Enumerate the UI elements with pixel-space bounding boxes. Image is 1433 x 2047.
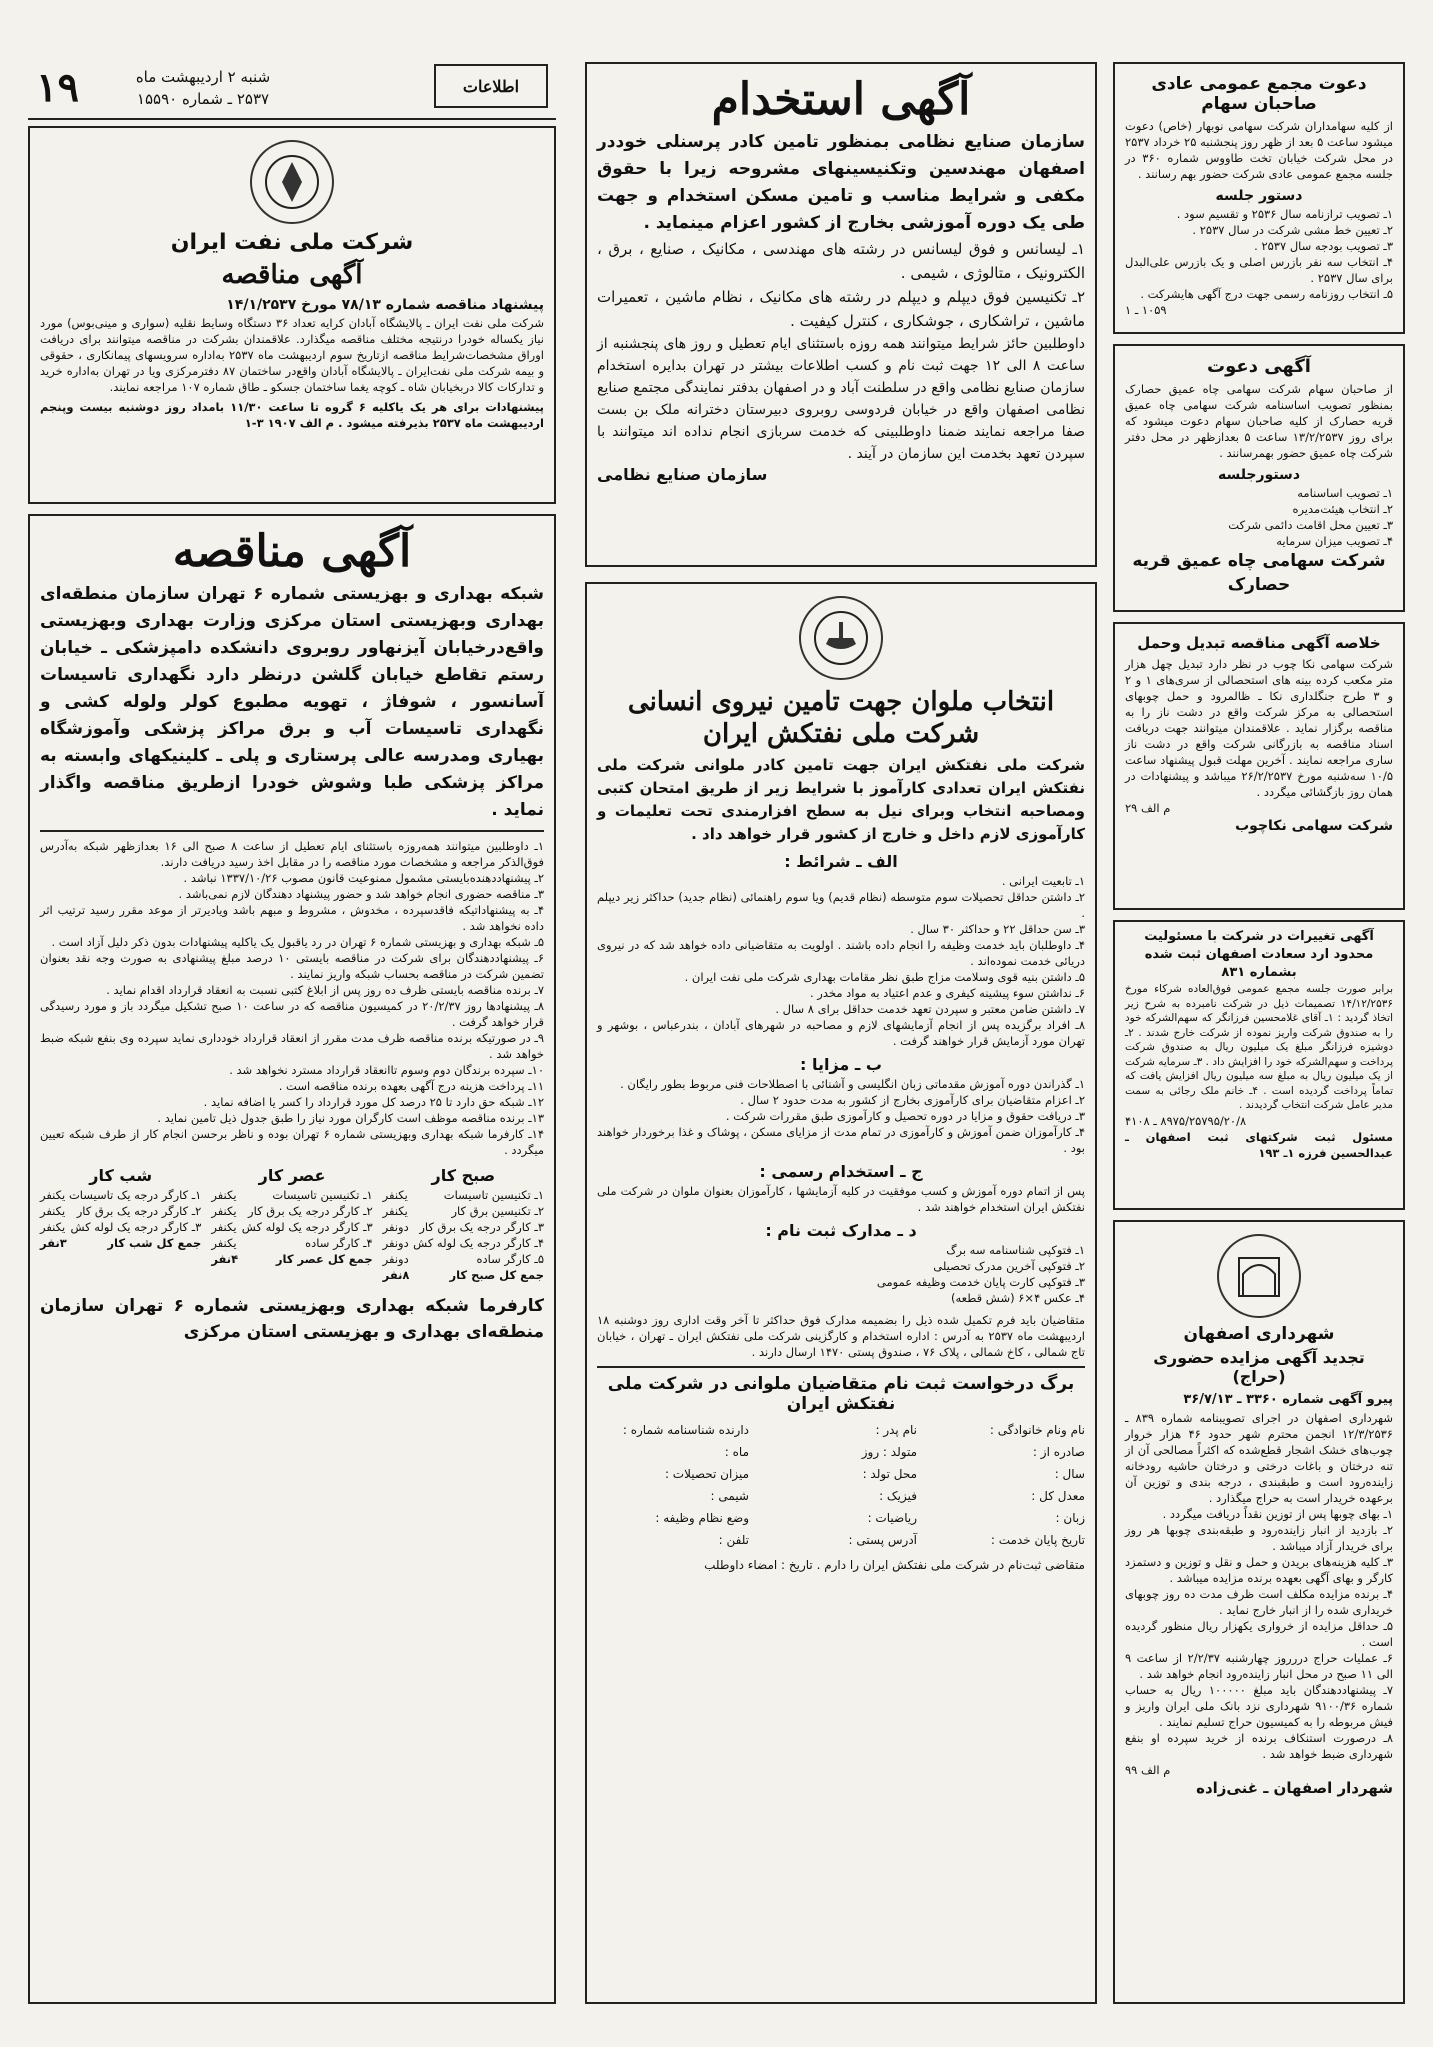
invitation-ad [1113,344,1405,612]
agenda-title: دستور جلسه [1215,188,1303,204]
shift-col-night [40,1162,201,1283]
condition: ۲ـ داشتن حداقل تحصیلات سوم متوسطه (نظام قدیم) ویا سوم راهنمائی (نظام جدید) حداکثر زیر دیپلم . [597,890,1085,920]
shift-title: عصر کار [258,1166,326,1185]
table-row [211,1187,372,1203]
nioc-tender-body: شرکت ملی نفت ایران ـ پالایشگاه آبادان کرایه تعداد ۳۶ دستگاه وسایط نقلیه (سواری و مینی‌بوس) مورد نیاز یکساله خودرا درنتیجه مختلف مناقصه میگذارد. علاقمندان بشرکت در مناقصه میتوانند برای دریافت اوراق مشخصات‌شرایط مناقصه ازتاریخ سوم اردیبهشت ماه ۲۵۳۷ به‌اداره سرویسهای پیمانکاری ، حقوقی و بیمه شرکت ملی نفت‌ایران ـ پالایشگاه آبادان واقع‌در ساختمان ۸۷ دفترمرکزی ویا در تهران به‌اداره خرید و تدارکات کالا دربخیابان شاه ـ کوچه یغما ساختمان جسکو ـ طاق شماره ۱۰۷ مراجعه نمایند. [40,316,544,394]
condition: ۶ـ نداشتن سوء پیشینه کیفری و عدم اعتیاد به مواد مخدر . [810,986,1085,1000]
invitation-title: آگهی دعوت [1207,356,1311,377]
auction-clause: ۵ـ حداقل مزایده از خرواری یکهزار ریال منظور گردیده است . [1125,1619,1393,1649]
row-count: یکنفر [211,1188,237,1202]
shift-col-evening [211,1162,372,1283]
employment-ad [585,62,1097,567]
form-field: تاریخ پایان خدمت : [990,1533,1085,1547]
form-field: زبان : [1055,1511,1085,1525]
form-field: صادره از : [1032,1445,1085,1459]
auction-body: شهرداری اصفهان در اجرای تصویبنامه شماره ۸۳۹ ـ ۱۲/۳/۲۵۳۶ انجمن محترم شهر حدود ۴۶ هزار خروار چوب‌های خشک اشجار قطع‌شده که اکثراً مصالحی آن از تنه درختان و باغات درختی و درختان حاشیه رودخانه زاینده‌رود است و طبقبندی ، درجه بندی و توزین آن برعهده خریدار است به حراج میگذارد . [1125,1411,1393,1505]
table-row [383,1187,544,1203]
reference-number: ۸۹۷۵/۲۵۷۹۵/۲۰/۸ ـ ۴۱۰۸ [1125,1113,1247,1128]
document-item: ۲ـ فتوکپی آخرین مدرک تحصیلی [933,1259,1085,1273]
row-count: ۳نفر [40,1236,67,1250]
table-row [383,1203,544,1219]
company-change-ad [1113,920,1405,1210]
form-field: شیمی : [710,1489,749,1503]
health-tender-footer: کارفرما شبکه بهداری وبهزیستی شماره ۶ تهران سازمان منطقه‌ای بهداری و بهزیستی استان مرکزی [40,1296,544,1342]
condition: ۳ـ سن حداقل ۲۲ و حداکثر ۳۰ سال . [910,922,1085,936]
table-row [211,1219,372,1235]
form-field: نام ونام خانوادگی : [989,1423,1085,1437]
invitation-agenda-title: دستورجلسه [1217,467,1301,483]
clause: ۹ـ در صورتیکه برنده مناقصه ظرف مدت مقرر از انعقاد قرارداد خودداری نماید سپرده وی بنفع شبکه ضبط خواهد شد . [40,1031,544,1061]
document-item: ۱ـ فتوکپی شناسنامه سه برگ [946,1243,1085,1257]
clause: ۷ـ برنده مناقصه بایستی ظرف ده روز پس از ابلاغ کتبی نسبت به انعقاد قرارداد اقدام نماید . [106,983,544,997]
row-count: یکنفر [211,1236,237,1250]
auction-clause: ۶ـ عملیات حراج دررروز چهارشنبه ۲/۲/۳۷ از ساعت ۹ الی ۱۱ صبح در محل انبار زاینده‌رود انجام خواهد شد . [1125,1651,1393,1681]
nioc-tender-title: آگهی مناقصه [221,260,363,290]
clause: ۱۲ـ شبکه حق دارد تا ۲۵ درصد کل مورد قرارداد را کسر یا اضافه نماید . [203,1095,544,1109]
reference-number: م الف ۹۹ [1125,1763,1171,1777]
clause: ۱ـ داوطلبین میتوانند همه‌روزه باستثنای ایام تعطیل از ساعت ۸ صبح الی ۱۶ بعدازظهر شبکه به‌آدرس فوق‌الذکر مراجعه و مشخصات مورد مناقصه را در مقابل اخذ رسید دریافت دارند. [40,839,544,869]
employment-title: آگهی استخدام [711,74,971,125]
date-line-1: شنبه ۲ اردیبهشت ماه [135,68,271,86]
clause: ۲ـ پیشنهاددهنده‌بایستی مشمول ممنوعیت قانون مصوب ۱۳۳۷/۱۰/۲۶ نباشد . [183,871,544,885]
nioc-emblem-icon [250,140,334,224]
sailors-lead: شرکت ملی نفتکش ایران جهت تامین کادر ملوانی شرکت ملی نفتکش ایران تعدادی کارآموز با شرایط زیر از طریق امتحان کتبی ومصاحبه انتخاب وبرای نیل به سطح افزارمندی تحت تعلیمات و کارآموزی لازم داخل و خارج از کشور قرار خواهد داد . [597,756,1085,843]
row-count: یکنفر [211,1204,237,1218]
clause: ۱۴ـ کارفرما شبکه بهداری وبهزیستی شماره ۶ تهران بوده و ناظر برحسن انجام کار از طرف شبکه تعیین میگردد . [40,1127,544,1157]
row-count: ۴نفر [211,1252,239,1266]
employment-apply: داوطلبین حائز شرایط میتوانند همه روزه باستثنای ایام تعطیل و روز های پنجشنبه از ساعت ۸ الی ۱۲ جهت ثبت نام و کسب اطلاعات بیشتر در تهران بدایره استخدام سازمان صنایع نظامی واقع در سلطنت آباد و در اصفهان بدفتر نمایندگی مجتمع صنایع نظامی اصفهان واقع در خیابان فردوسی روبروی دبیرستان دخترانه ملک بن بست صفا مراجعه نمایند ضمنا داوطلبینی که خدمت سربازی انجام نداده اند میتوانند با سپردن تعهد بخدمت این سازمان در آیند . [597,336,1086,462]
reference-number: م الف ۲۹ [1125,801,1171,815]
clause: ۱۳ـ برنده مناقصه موظف است کارگران مورد نیاز را طبق جدول ذیل تامین نماید . [157,1111,544,1125]
row-label: ۱ـ کارگر درجه یک تاسیسات [68,1188,202,1202]
condition: ۴ـ داوطلبان باید خدمت وظیفه را انجام داده باشند . اولویت به متقاضیانی داده خواهد شد که در نیروی دریائی خدمت نموده‌اند . [597,938,1085,968]
form-title: برگ درخواست ثبت نام متقاضیان ملوانی در شرکت ملی نفتکش ایران [607,1374,1075,1414]
employment-text: پس از اتمام دوره آموزش و کسب موفقیت در کلیه آزمایشها ، کارآموزان بعنوان ملوان در شرکت ملی نفتکش ایران استخدام خواهند شد . [597,1184,1085,1214]
form-field: وضع نظام وظیفه : [655,1511,749,1525]
row-label: ۲ـ تکنیسین برق کار [451,1204,544,1218]
row-label: ۳ـ کارگر درجه یک برق کار [419,1220,544,1234]
health-tender-clauses [40,838,544,1158]
row-count: یکنفر [382,1204,408,1218]
registration-text: متقاضیان باید فرم تکمیل شده ذیل را بضمیمه مدارک فوق حداکثر تا آخر وقت اداری روز دوشنبه ۱۸ اردیبهشت ماه ۲۵۳۷ به آدرس : اداره استخدام و کارگزینی شرکت ملی نفتکش ایران ـ تهران ، خیابان تاج شمالی ، کاخ شمالی ، پلاک ۷۶ ، صندوق پستی ۱۴۷۰ ارسال دارند . [597,1313,1085,1359]
form-field: معدل کل : [1031,1489,1085,1503]
section-b-heading: ب ـ مزایا : [799,1055,882,1074]
row-count: دونفر [382,1236,409,1250]
row-label: ۲ـ کارگر درجه یک برق کار [76,1204,202,1218]
agenda-item: ۲ـ تعیین خط مشی شرکت در سال ۲۵۳۷ . [1192,223,1393,237]
table-row [40,1187,201,1203]
row-label: ۳ـ کارگر درجه یک لوله کش [70,1220,202,1234]
nitc-emblem-icon [799,596,883,680]
auction-clause: ۸ـ درصورت استنکاف برنده از خرید سپرده او بنفع شهرداری ضبط خواهد شد . [1125,1731,1393,1761]
condition: ۷ـ داشتن ضامن معتبر و سپردن تعهد خدمت حداقل برای ۸ سال . [775,1002,1085,1016]
health-tender-title: آگهی مناقصه [172,526,412,577]
table-row [40,1203,201,1219]
employment-item: ۱ـ لیسانس و فوق لیسانس در رشته های مهندسی ، مکانیک ، صنایع ، برق ، الکترونیک ، متالوژی ، شیمی . [597,240,1085,282]
masthead [28,58,556,120]
table-row [383,1235,544,1251]
form-field: فیزیک : [879,1489,917,1503]
auction-clause: ۳ـ کلیه هزینه‌های بریدن و حمل و نقل و توزین و دستمزد کارگر و بهای آگهی بعهده برنده مزایده میباشد . [1125,1555,1393,1585]
row-label: جمع کل صبح کار [449,1268,544,1282]
nioc-company-name: شرکت ملی نفت ایران [170,230,414,255]
sailors-title: انتخاب ملوان جهت تامین نیروی انسانی شرکت ملی نفتکش ایران [627,687,1055,749]
clause: ۴ـ به پیشنهاداتیکه فاقدسپرده ، مخدوش ، مشروط و مبهم باشد ویادیرتر از موعد مقرر رسید ترتیب اثر داده نخواهد شد . [40,903,544,933]
general-meeting-ad [1113,62,1405,334]
form-field: محل تولد : [862,1467,917,1481]
general-meeting-title: دعوت مجمع عمومی عادی صاحبان سهام [1151,74,1367,114]
form-field: ماه : [724,1445,749,1459]
auction-clause: ۷ـ پیشنهاددهندگان باید مبلغ ۱۰۰۰۰۰ ریال به حساب شماره ۹۱۰۰/۳۶ شهرداری نزد بانک ملی ایران واریز و فیش مربوطه را به کمیسیون حراج تسلیم نمایند . [1125,1683,1393,1729]
agenda-item: ۳ـ تصویب بودجه سال ۲۵۳۷ . [1254,239,1393,253]
table-row [383,1219,544,1235]
table-row [211,1203,372,1219]
table-row [211,1235,372,1251]
clause: ۱۰ـ سپرده برندگان دوم وسوم تاانعقاد قرارداد مسترد نخواهد شد . [229,1063,544,1077]
row-label: ۲ـ کارگر درجه یک برق کار [248,1204,373,1218]
agenda-item: ۴ـ تصویب میزان سرمایه [1276,534,1393,548]
application-form [597,1422,1085,1548]
company-change-signature: مسئول ثبت شرکتهای ثبت اصفهان ـ عبدالحسین فرزه ۱ـ ۱۹۳ [1125,1129,1393,1160]
shift-tables [40,1162,544,1283]
health-tender-ad [28,514,556,2004]
date-line-2: ۲۵۳۷ ـ شماره ۱۵۵۹۰ [136,90,270,108]
company-change-title: آگهی تغییرات در شرکت با مسئولیت محدود ارد سعادت اصفهان ثبت شده بشماره ۸۳۱ [1144,929,1374,980]
table-row [211,1251,372,1267]
row-label: جمع کل شب کار [107,1236,202,1250]
clause: ۳ـ مناقصه حضوری انجام خواهد شد و حضور پیشنهاد دهندگان لازم نمی‌باشد . [178,887,544,901]
invitation-body: از صاحبان سهام شرکت سهامی چاه عمیق حصارک بمنظور تصویب اساسنامه شرکت سهامی چاه عمیق قریه حصارک از کلیه صاحبان سهام دعوت میشود که برای روز ۱۳/۲/۲۵۳۷ ساعت ۵ بعدازظهر در محل دفتر شرکت چاه عمیق حضور بهمرسانند . [1125,382,1393,460]
row-count: دونفر [382,1252,409,1266]
form-field: متولد : روز [861,1445,917,1459]
clause: ۱۱ـ پرداخت هزینه درج آگهی بعهده برنده مناقصه است . [278,1079,544,1093]
auction-subtitle: پیرو آگهی شماره ۳۳۶۰ ـ ۳۶/۷/۱۳ [1183,1392,1393,1407]
benefit: ۲ـ اعزام متقاضیان برای کارآموزی بخارج از کشور به مدت حدود ۲ سال . [740,1093,1085,1107]
row-count: یکنفر [211,1220,237,1234]
row-label: جمع کل عصر کار [275,1252,373,1266]
benefit: ۱ـ گذراندن دوره آموزش مقدماتی زبان انگلیسی و آشنائی با اصطلاحات فنی مربوط بطور رایگان . [620,1077,1085,1091]
sailors-ad [585,582,1097,2004]
invitation-signature: شرکت سهامی چاه عمیق قریه حصارک [1132,551,1386,595]
form-field: آدرس پستی : [848,1533,917,1547]
table-row [383,1251,544,1267]
auction-title: تجدید آگهی مزایده حضوری (حراج) [1153,1348,1365,1386]
row-count: یکنفر [40,1188,66,1202]
row-label: ۱ـ تکنیسین تاسیسات [443,1188,544,1202]
row-count: دونفر [382,1220,409,1234]
employment-item: ۲ـ تکنیسین فوق دیپلم و دیپلم در رشته های مکانیک ، نظام ماشین ، تعمیرات ماشین ، تراشکاری ، جوشکاری ، کنترل کیفیت . [597,288,1085,330]
clause: ۸ـ پیشنهادها روز ۲۰/۲/۳۷ در کمیسیون مناقصه که در ساعت ۱۰ صبح تشکیل میگردد باز و مورد رسیدگی قرار خواهد گرفت . [40,999,545,1029]
shift-title: صبح کار [431,1166,496,1185]
form-field: تلفن : [718,1533,749,1547]
agenda-item: ۱ـ تصویب اساسنامه [1297,486,1393,500]
paper-logo: اطلاعات [434,64,548,108]
row-label: ۳ـ کارگر درجه یک لوله کش [241,1220,373,1234]
company-change-body: برابر صورت جلسه مجمع عمومی فوق‌العاده شرکاء مورخ ۱۴/۱۲/۲۵۳۶ تصمیمات ذیل در شرکت نامبرده به شرح زیر اتخاذ گردید : ۱ـ آقای غلامحسین فرزانگر که سهم‌الشرکه خود را به صندوق شرکت واریز نموده از شرکت خارج شدند . ۲ـ دوشیزه فرزانگر مبلغ یک میلیون ریال به صندوق شرکت پرداخت و سهم‌الشرکه خود را افزایش داد . ۳ـ سرمایه شرکت از یک میلیون ریال به مبلغ سه میلیون ریال افزایش یافت که تماماً پرداخت گردیده است . ۴ـ خانم ملک رجائی به سمت مدیر عامل شرکت انتخاب گردیدند . [1125,983,1393,1111]
nioc-tender-ad [28,126,556,504]
wood-tender-title: خلاصه آگهی مناقصه تبدیل وحمل [1137,634,1381,652]
clause: ۵ـ شبکه بهداری و بهزیستی شماره ۶ تهران در رد یاقبول یک یاکلیه پیشنهادات بدون ذکر دلیل آزاد است . [51,935,544,949]
form-footer: متقاضی ثبت‌نام در شرکت ملی نفتکش ایران را دارم . تاریخ : امضاء داوطلب [704,1558,1085,1572]
date-line [98,66,308,110]
table-row [40,1235,201,1251]
shift-col-morning [383,1162,544,1283]
condition: ۸ـ افراد برگزیده پس از انجام آزمایشهای لازم و مصاحبه در شهرهای آبادان ، بندرعباس ، بوشهر و تهران مورد آزمایش قرار خواهند گرفت . [597,1018,1085,1048]
wood-tender-signature: شرکت سهامی نکاچوب [1235,818,1393,834]
divider [597,1366,1085,1368]
auction-clause: ۱ـ بهای چوبها پس از توزین نقداً دریافت میگردد . [1162,1507,1393,1521]
table-row [383,1267,544,1283]
benefit: ۳ـ دریافت حقوق و مزایا در دوره تحصیل و کارآموزی طبق مقررات شرکت . [725,1109,1085,1123]
clause: ۶ـ پیشنهاددهندگان برای شرکت در مناقصه بایستی ۱۰ درصد مبلغ پیشنهادی به صورت وجه نقد بعنوان تضمین شرکت در مناقصه بحساب شبکه واریز نمایند . [40,951,544,981]
document-item: ۴ـ عکس ۴×۶ (شش قطعه) [951,1291,1085,1305]
condition: ۱ـ تابعیت ایرانی . [1001,874,1085,888]
row-count: ۸نفر [382,1268,410,1282]
row-count: یکنفر [40,1204,66,1218]
municipality-emblem-icon [1217,1234,1301,1318]
employment-signature: سازمان صنایع نظامی [597,465,768,484]
row-label: ۴ـ کارگر ساده [305,1236,373,1250]
nioc-tender-subtitle: پیشنهاد مناقصه شماره ۷۸/۱۳ مورخ ۱۴/۱/۲۵۳۷ [226,297,544,313]
form-field: میزان تحصیلات : [664,1467,749,1481]
wood-tender-body: شرکت سهامی نکا چوب در نظر دارد تبدیل چهل هزار متر مکعب کرده بینه های استحصالی از سری‌های ۱ و ۲ و ۳ طرح جنگلداری نکا ـ ظالمرود و حمل چوبهای استحصالی به مرکز شرکت واقع در دشت ناز را به مناقصه برگزار نماید . علاقمندان میتوانند جهت دریافت اسناد مناقصه به بازرگانی شرکت واقع در دشت ناز ساری مراجعه نمایند . آخرین مهلت قبول پیشنهاد ساعت ۱۰/۵ سه‌شنبه مورخ ۲۶/۲/۲۵۳۷ میباشد و پیشنهادات در همان روز بازگشائی میگردد . [1125,657,1393,799]
agenda-item: ۵ـ انتخاب روزنامه رسمی جهت درج آگهی هایشرکت . [1140,287,1393,301]
section-d-heading: د ـ مدارک ثبت نام : [765,1221,917,1240]
row-count: یکنفر [382,1188,408,1202]
divider [40,830,544,832]
agenda-item: ۱ـ تصویب ترازنامه سال ۲۵۳۶ و تقسیم سود . [1176,207,1393,221]
table-row [40,1219,201,1235]
general-meeting-body: از کلیه سهامداران شرکت سهامی نوبهار (خاص) دعوت میشود ساعت ۵ بعد از ظهر روز پنجشنبه ۲۵ خرداد ۲۵۳۷ در محل شرکت خیابان تخت طاووس شماره ۳۶۰ در جلسه مجمع عمومی عادی شرکت حضور بهم رسانند . [1125,119,1393,181]
row-label: ۵ـ کارگر ساده [476,1252,544,1266]
shift-title: شب کار [89,1166,153,1185]
agenda-item: ۳ـ تعیین محل اقامت دائمی شرکت [1228,518,1393,532]
auction-clause: ۲ـ بازدید از انبار زاینده‌رود و طبقه‌بندی چوبها هر روز برای خریدار آزاد میباشد . [1125,1523,1393,1553]
benefit: ۴ـ کارآموزان ضمن آموزش و کارآموزی در تمام مدت از مزایای مسکن ، پوشاک و غذا برخوردار خواهند بود . [597,1125,1085,1155]
wood-tender-ad [1113,622,1405,910]
condition: ۵ـ داشتن بنیه قوی وسلامت مزاج طبق نظر مقامات بهداری شرکت ملی نفت ایران . [684,970,1085,984]
form-field: دارنده شناسنامه شماره : [622,1423,749,1437]
nioc-tender-footer: پیشنهادات برای هر یک یاکلیه ۶ گروه تا ساعت ۱۱/۳۰ بامداد روز دوشنبه بیست وپنجم اردیبهشت ماه ۲۵۳۷ بذیرفته میشود . م الف ۱۹۰۷ ۳-۱ [40,400,544,430]
document-item: ۳ـ فتوکپی کارت پایان خدمت وظیفه عمومی [876,1275,1085,1289]
agenda-item: ۴ـ انتخاب سه نفر بازرس اصلی و یک بازرس علی‌البدل برای سال ۲۵۳۷ . [1125,255,1393,285]
health-tender-intro: شبکه بهداری و بهزیستی شماره ۶ تهران سازمان منطقه‌ای بهداری وبهزیستی استان مرکزی وزارت بهداری وبهزیستی واقع‌درخیابان آیزنهاور روبروی دانشکده دامپزشکی ـ خیابان رستم تقاطع خیابان گلشن درنظر دارد نگهداری تاسیسات آسانسور ، شوفاژ ، تهویه مطبوع کولر ولوله کشی و نگهداری تاسیسات آب و برق مراکز پزشکی وآموزشگاه بهیاری ومدرسه عالی پرستاری و پلی ـ کلینیکهای وابسته به مراکز پزشکی طبا وشوش خودرا ازطریق مناقصه واگذار نماید . [40,584,544,820]
employment-lead: سازمان صنایع نظامی بمنظور تامین کادر پرسنلی خوددر اصفهان مهندسین وتکنیسینهای مشروحه زیرا با حقوق مکفی و شرایط مناسب و تامین مسکن استخدام و جهت طی یک دوره آموزشی بخارج از کشور اعزام مینماید . [597,132,1085,233]
page-number: ۱۹ [36,64,79,111]
auction-signature: شهردار اصفهان ـ غنی‌زاده [1196,1779,1393,1797]
municipality-name: شهرداری اصفهان [1183,1324,1335,1344]
row-count: یکنفر [40,1220,66,1234]
auction-clause: ۴ـ برنده مزایده مکلف است ظرف مدت ده روز چوبهای خریداری شده را از انبار خارج نماید . [1125,1587,1393,1617]
row-label: ۴ـ کارگر درجه یک لوله کش [413,1236,544,1250]
section-a-heading: الف ـ شرائط : [784,852,898,871]
form-field: نام پدر : [875,1423,917,1437]
form-field: سال : [1054,1467,1085,1481]
form-field: ریاضیات : [867,1511,917,1525]
isfahan-auction-ad [1113,1220,1405,2004]
agenda-item: ۲ـ انتخاب هیئت‌مدیره [1292,502,1393,516]
reference-number: ۱۰۵۹ ـ ۱ [1125,303,1167,317]
row-label: ۱ـ تکنیسین تاسیسات [272,1188,373,1202]
section-c-heading: ج ـ استخدام رسمی : [759,1162,923,1181]
